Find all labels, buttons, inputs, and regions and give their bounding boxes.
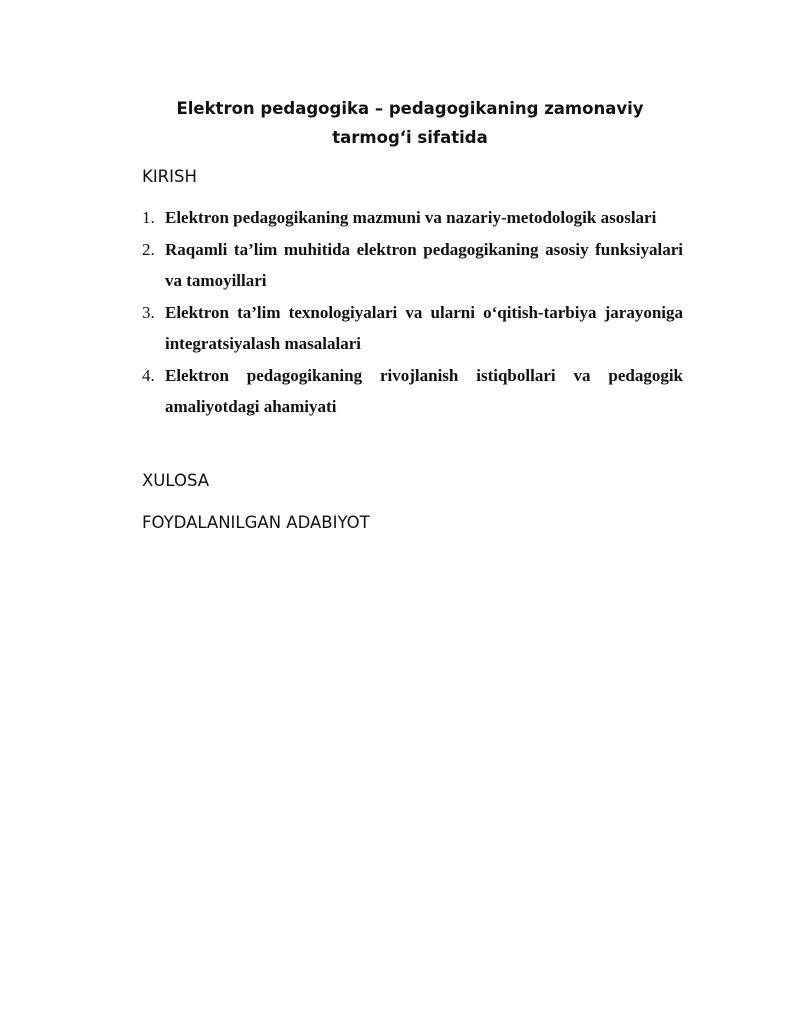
section-intro: KIRISH (142, 167, 197, 186)
section-references: FOYDALANILGAN ADABIYOT (142, 513, 370, 532)
section-conclusion: XULOSA (142, 471, 210, 490)
title-line-1: Elektron pedagogika – pedagogikaning zamonaviy (176, 99, 644, 118)
toc-item-4 (142, 360, 683, 423)
toc-item-number: 1. (142, 208, 155, 227)
toc-item-3 (142, 297, 683, 360)
toc-item-text: Elektron ta’lim texnologiyalari va ularni o‘qitish-tarbiya jarayoniga integratsiyalash masalalari (165, 302, 683, 353)
table-of-contents (142, 202, 683, 423)
toc-item-text: Raqamli ta’lim muhitida elektron pedagogikaning asosiy funksiyalari va tamoyillari (165, 239, 683, 290)
toc-item-2 (142, 234, 683, 297)
toc-item-number: 4. (142, 365, 155, 385)
toc-item-number: 3. (142, 302, 155, 322)
toc-item-text: Elektron pedagogikaning mazmuni va nazariy-metodologik asoslari (165, 208, 657, 227)
title-line-2: tarmog‘i sifatida (332, 128, 488, 147)
document-title (120, 94, 700, 152)
toc-item-text: Elektron pedagogikaning rivojlanish istiqbollari va pedagogik amaliyotdagi ahamiyati (165, 365, 683, 416)
toc-item-1 (142, 202, 683, 234)
toc-item-number: 2. (142, 239, 155, 259)
